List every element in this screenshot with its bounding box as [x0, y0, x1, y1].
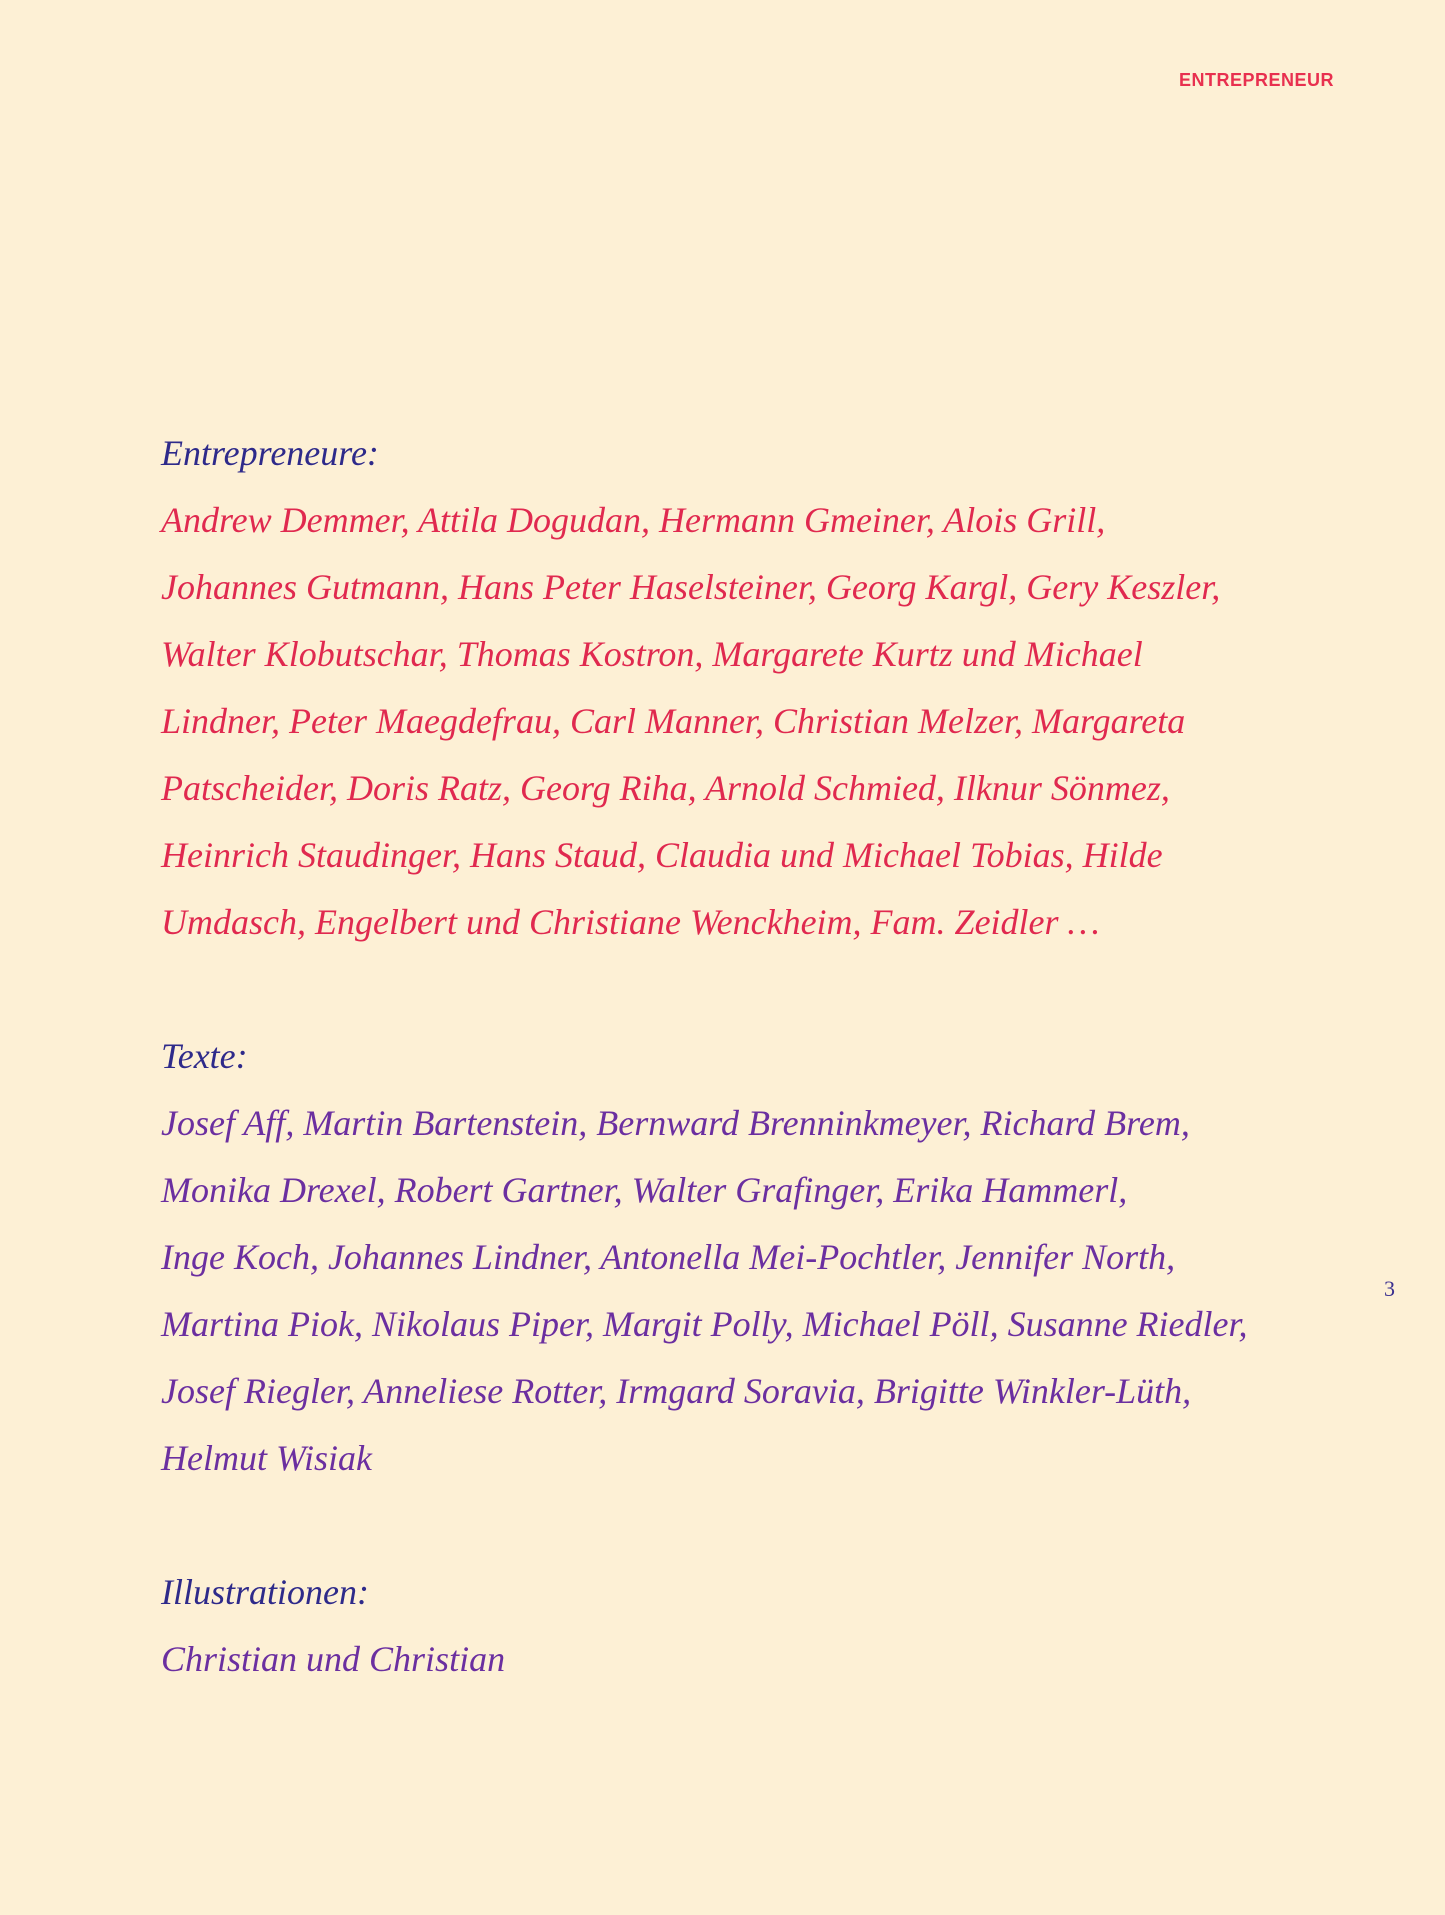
- credits-content: [161, 420, 1341, 1693]
- page-number: 3: [1384, 1276, 1395, 1301]
- entrepreneure-line: Umdasch, Engelbert und Christiane Wenckheim, Fam. Zeidler …: [161, 902, 1100, 942]
- entrepreneure-line: Patscheider, Doris Ratz, Georg Riha, Arnold Schmied, Ilknur Sönmez,: [161, 768, 1170, 808]
- illustrationen-heading: Illustrationen:: [161, 1572, 369, 1612]
- entrepreneure-line: Heinrich Staudinger, Hans Staud, Claudia und Michael Tobias, Hilde: [161, 835, 1163, 875]
- entrepreneure-line: Andrew Demmer, Attila Dogudan, Hermann Gmeiner, Alois Grill,: [161, 500, 1106, 540]
- texte-section: [161, 1023, 1341, 1492]
- entrepreneure-section: [161, 420, 1341, 956]
- texte-line: Inge Koch, Johannes Lindner, Antonella Mei-Pochtler, Jennifer North,: [161, 1237, 1176, 1277]
- texte-line: Josef Aff, Martin Bartenstein, Bernward Brenninkmeyer, Richard Brem,: [161, 1103, 1190, 1143]
- entrepreneure-heading: Entrepreneure:: [161, 433, 379, 473]
- entrepreneure-line: Johannes Gutmann, Hans Peter Haselsteiner, Georg Kargl, Gery Keszler,: [161, 567, 1221, 607]
- illustrationen-section: [161, 1559, 1341, 1693]
- section-header-label: ENTREPRENEUR: [1178, 70, 1334, 90]
- texte-line: Martina Piok, Nikolaus Piper, Margit Polly, Michael Pöll, Susanne Riedler,: [161, 1304, 1248, 1344]
- entrepreneure-line: Lindner, Peter Maegdefrau, Carl Manner, Christian Melzer, Margareta: [161, 701, 1186, 741]
- texte-heading: Texte:: [161, 1036, 248, 1076]
- texte-line: Monika Drexel, Robert Gartner, Walter Grafinger, Erika Hammerl,: [161, 1170, 1128, 1210]
- entrepreneure-line: Walter Klobutschar, Thomas Kostron, Margarete Kurtz und Michael: [161, 634, 1143, 674]
- texte-line: Josef Riegler, Anneliese Rotter, Irmgard Soravia, Brigitte Winkler-Lüth,: [161, 1371, 1192, 1411]
- illustrationen-line: Christian und Christian: [161, 1639, 506, 1679]
- texte-line: Helmut Wisiak: [161, 1438, 372, 1478]
